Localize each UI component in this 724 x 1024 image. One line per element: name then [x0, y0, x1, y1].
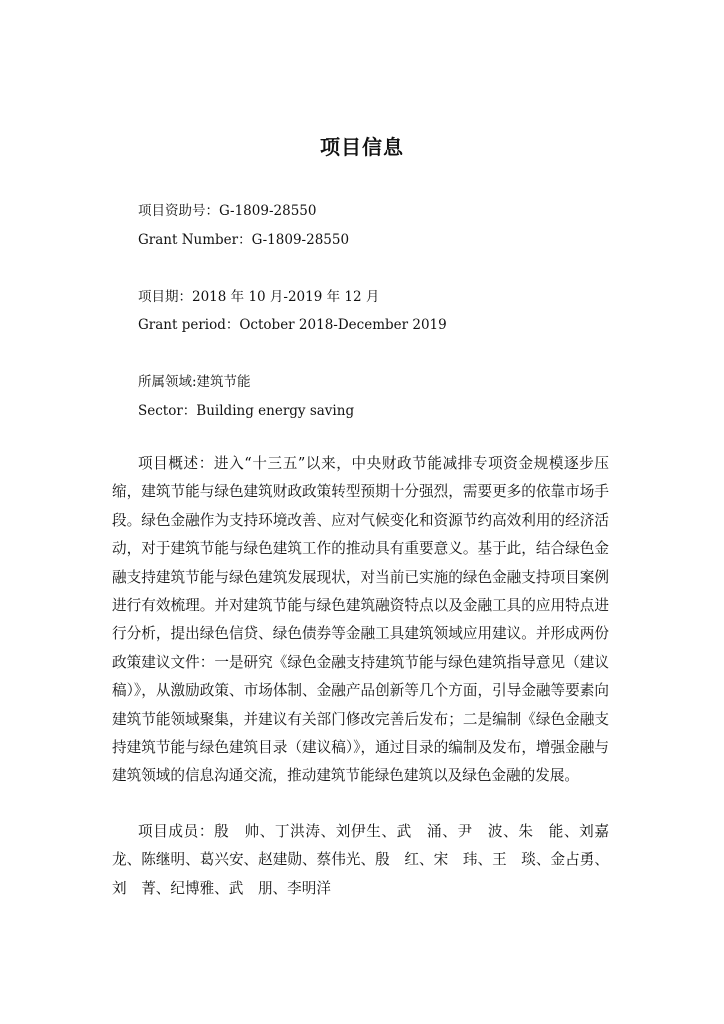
project-members: 项目成员：殷 帅、丁洪涛、刘伊生、武 涌、尹 波、朱 能、刘嘉龙、陈继明、葛兴安、赵建勋、蔡伟光、殷 红、宋 玮、王 琰、金占勇、刘 菁、纪博雅、武 朋、李明洋: [112, 823, 609, 897]
grant-period-cn: 项目期：2018 年 10 月-2019 年 12 月: [138, 289, 380, 305]
grant-number-cn: 项目资助号：G-1809-28550: [138, 203, 317, 219]
sector-en: Sector：Building energy saving: [138, 403, 355, 419]
sector-cn: 所属领域:建筑节能: [138, 374, 251, 390]
grant-number-en: Grant Number：G-1809-28550: [138, 232, 350, 248]
grant-period-en: Grant period：October 2018-December 2019: [138, 317, 447, 333]
page-title: 项目信息: [320, 135, 404, 159]
project-overview: 项目概述：进入“十三五”以来，中央财政节能减排专项资金规模逐步压缩，建筑节能与绿色建筑财政政策转型预期十分强烈，需要更多的依靠市场手段。绿色金融作为支持环境改善、应对气候变化和资源节约高效利用的经济活动，对于建筑节能与绿色建筑工作的推动具有重要意义。基于此，结合绿色金融支持建筑节能与绿色建筑发展现状，对当前已实施的绿色金融支持项目案例进行有效梳理。并对建筑节能与绿色建筑融资特点以及金融工具的应用特点进行分析，提出绿色信贷、绿色债券等金融工具建筑领域应用建议。并形成两份政策建议文件：一是研究《绿色金融支持建筑节能与绿色建筑指导意见（建议稿）》，从激励政策、市场体制、金融产品创新等几个方面，引导金融等要素向建筑节能领域聚集，并建议有关部门修改完善后发布；二是编制《绿色金融支持建筑节能与绿色建筑目录（建议稿）》，通过目录的编制及发布，增强金融与建筑领域的信息沟通交流，推动建筑节能绿色建筑以及绿色金融的发展。: [112, 455, 609, 785]
